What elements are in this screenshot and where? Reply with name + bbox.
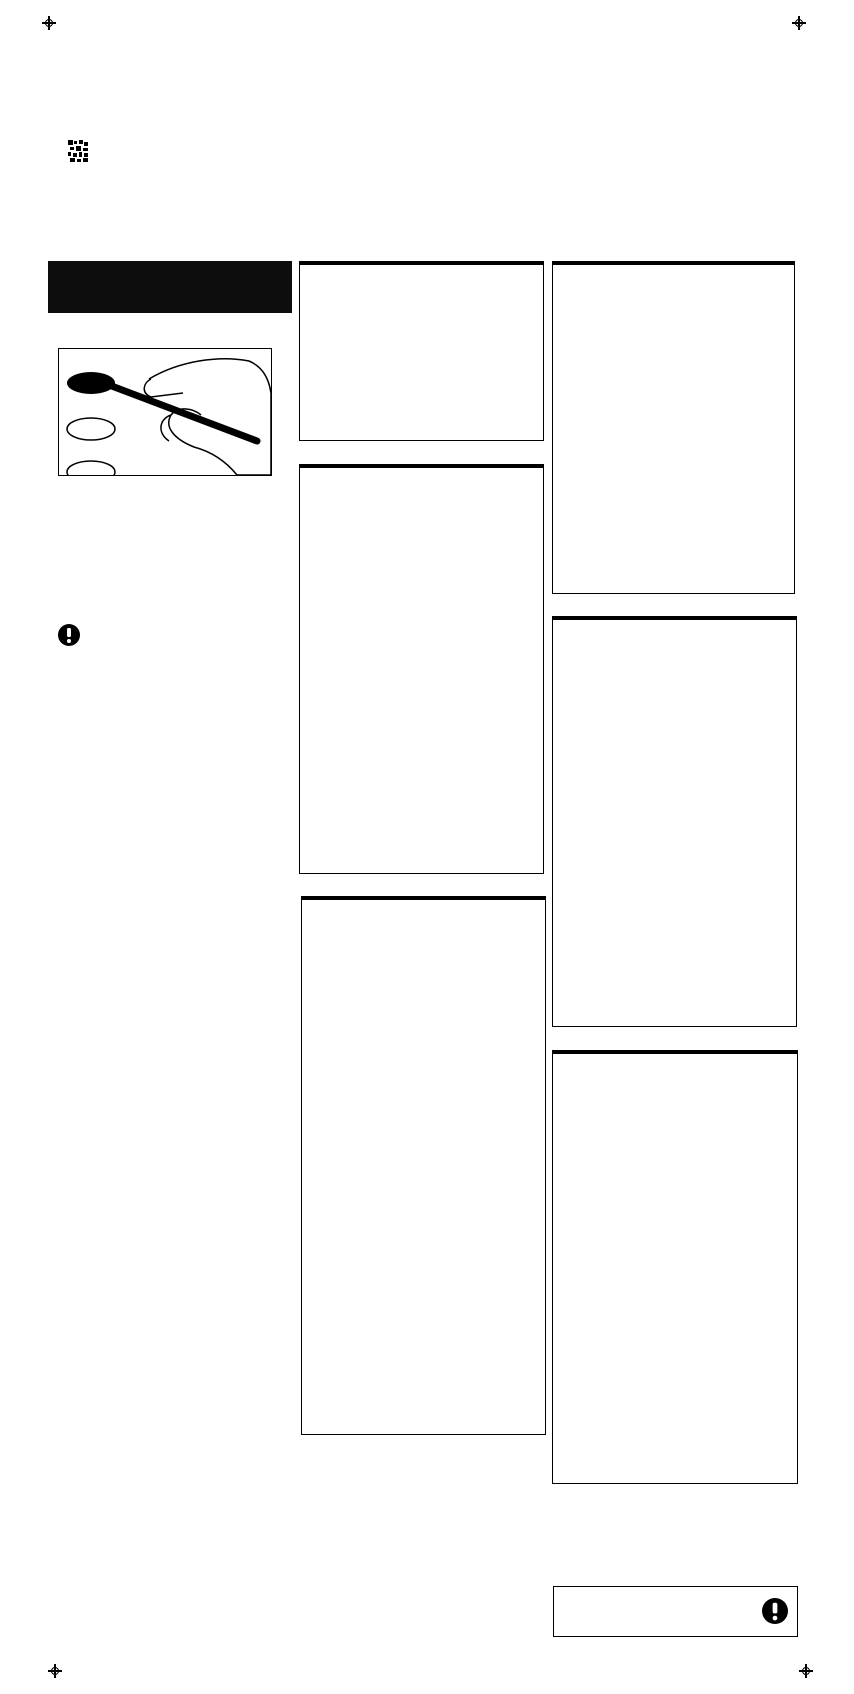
registration-crosshair-top-right (792, 16, 806, 30)
contest-us-senator (299, 464, 544, 874)
registration-crosshair-bottom-right (799, 1664, 813, 1678)
contest-alternate-delegates (552, 1050, 798, 1484)
contest-circuit-court-judge (552, 261, 795, 594)
exclamation-circle-icon (762, 1598, 788, 1624)
registration-crosshair-top-left (42, 16, 56, 30)
contest-president (299, 261, 544, 441)
exclamation-circle-icon (58, 624, 80, 646)
end-of-ballot-box (553, 1586, 798, 1637)
marking-illustration (58, 348, 272, 476)
contest-representative-congress (301, 896, 546, 1435)
registration-crosshair-bottom-left (48, 1664, 62, 1678)
contest-delegates (552, 616, 797, 1027)
instructions-header (48, 261, 292, 313)
qr-code-icon (68, 140, 88, 162)
